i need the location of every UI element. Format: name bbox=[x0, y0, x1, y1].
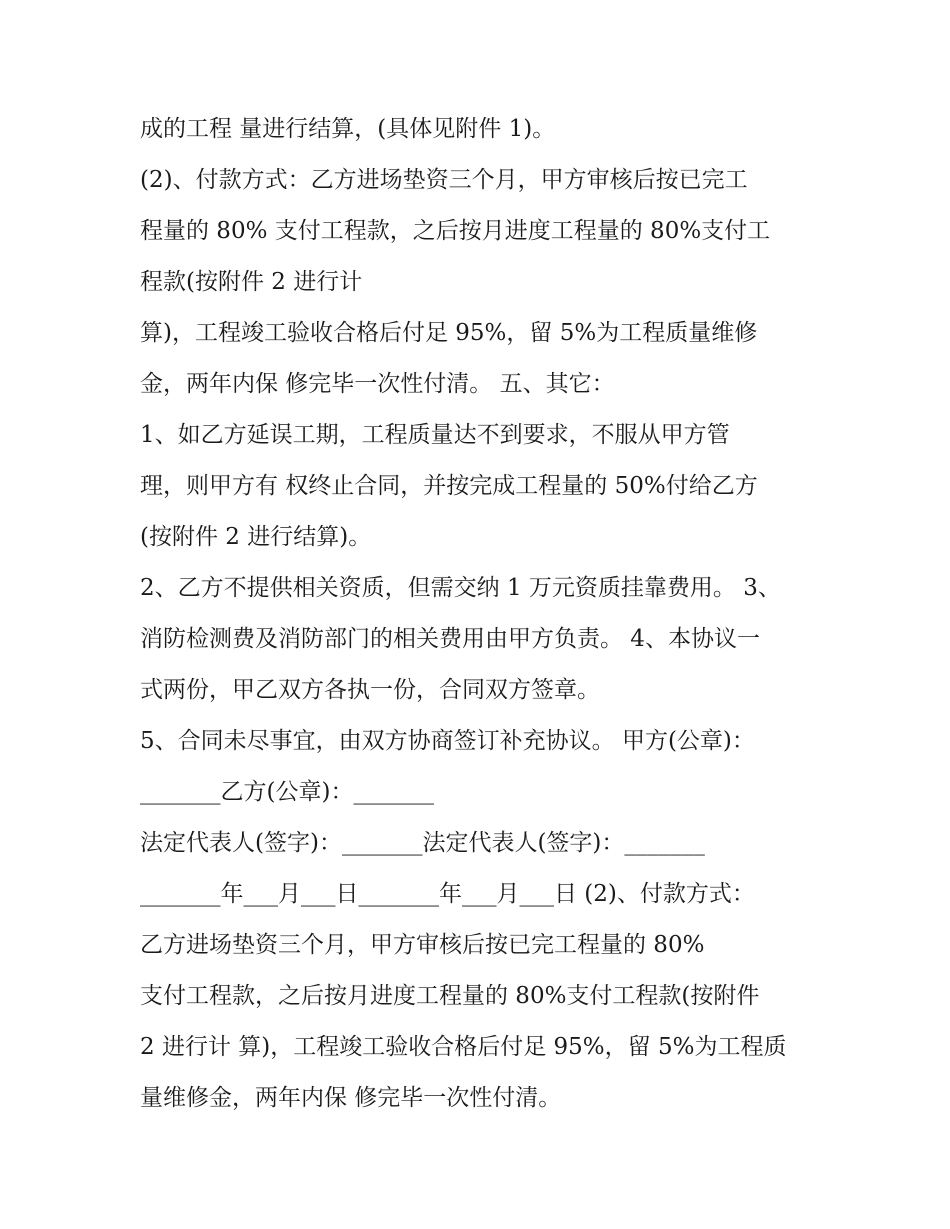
text-line: 理，则甲方有 权终止合同，并按完成工程量的 50%付给乙方 bbox=[140, 473, 758, 499]
text-line: (按附件 2 进行结算)。 bbox=[140, 524, 372, 550]
text-line: 消防检测费及消防部门的相关费用由甲方负责。 4、本协议一 bbox=[140, 626, 760, 652]
text-line: 1、如乙方延误工期，工程质量达不到要求，不服从甲方管 bbox=[140, 422, 730, 448]
text-line: 程量的 80% 支付工程款，之后按月进度工程量的 80%支付工 bbox=[140, 218, 771, 244]
text-line: (2)、付款方式：乙方进场垫资三个月，甲方审核后按已完工 bbox=[140, 167, 748, 193]
signature-line: _______乙方(公章)：_______ bbox=[140, 779, 434, 805]
date-line: _______年___月___日_______年___月___日 (2)、付款方式： bbox=[140, 881, 755, 907]
text-line: 量维修金，两年内保 修完毕一次性付清。 bbox=[140, 1085, 562, 1111]
text-line: 式两份，甲乙双方各执一份，合同双方签章。 bbox=[140, 677, 600, 703]
text-line: 成的工程 量进行结算，(具体见附件 1)。 bbox=[140, 116, 556, 142]
text-line: 金，两年内保 修完毕一次性付清。 五、其它： bbox=[140, 371, 615, 397]
text-line: 支付工程款，之后按月进度工程量的 80%支付工程款(按附件 bbox=[140, 983, 760, 1009]
signature-line: 法定代表人(签字)：_______法定代表人(签字)：_______ bbox=[140, 830, 705, 856]
text-line: 2 进行计 算)，工程竣工验收合格后付足 95%，留 5%为工程质 bbox=[140, 1034, 787, 1060]
text-line: 程款(按附件 2 进行计 bbox=[140, 269, 363, 295]
text-line: 算)，工程竣工验收合格后付足 95%，留 5%为工程质量维修 bbox=[140, 320, 758, 346]
text-line: 乙方进场垫资三个月，甲方审核后按已完工程量的 80% bbox=[140, 932, 705, 958]
text-line: 2、乙方不提供相关资质，但需交纳 1 万元资质挂靠费用。 3、 bbox=[140, 575, 781, 601]
document-body bbox=[140, 104, 840, 1124]
text-line: 5、合同未尽事宜，由双方协商签订补充协议。 甲方(公章)： bbox=[140, 728, 755, 754]
